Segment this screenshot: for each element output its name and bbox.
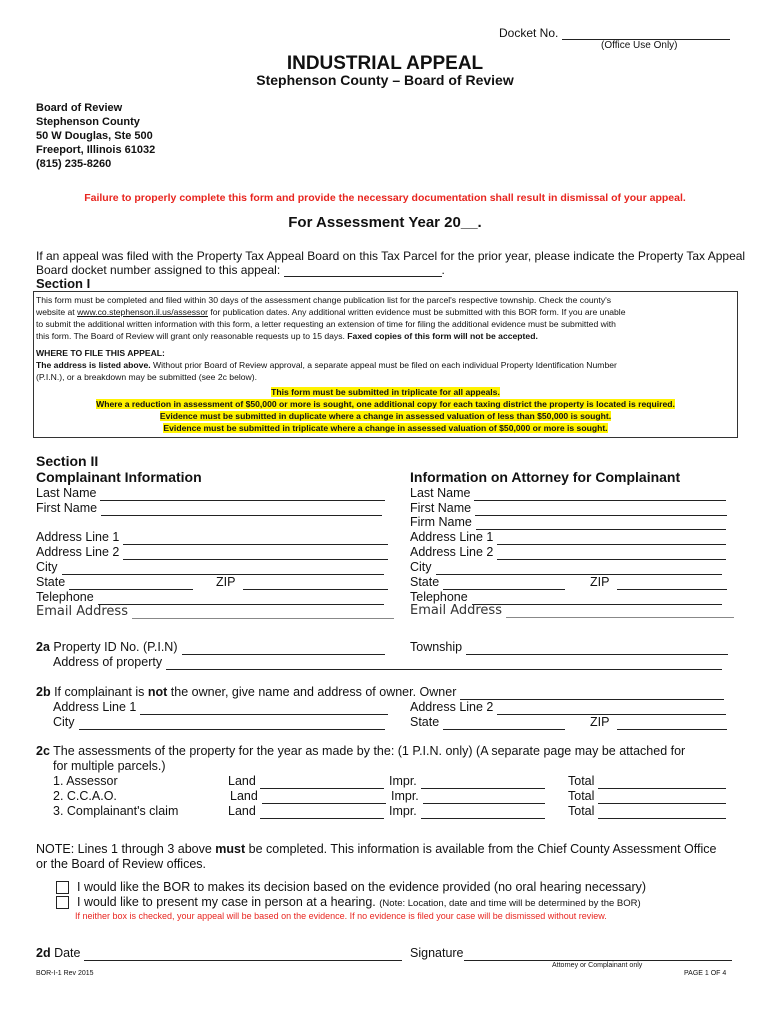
duplicate-evidence-note: Evidence must be submitted in duplicate where a change in assessed valuation of less than $50,000 is sought.: [159, 411, 612, 421]
claim-land-row: Land: [228, 804, 384, 819]
ccao-label: 2. C.C.A.O.: [53, 789, 117, 803]
no-hearing-label: I would like the BOR to makes its decision based on the evidence provided (no oral hearing necessary): [77, 880, 647, 894]
dismissal-warning: Failure to properly complete this form and provide the necessary documentation shall result in dismissal of your appeal.: [84, 192, 686, 204]
complainant-address1-field[interactable]: [123, 531, 388, 545]
owner-address2-row: Address Line 2: [410, 700, 726, 715]
assessor-website-link[interactable]: www.co.stephenson.il.us/assessor: [77, 307, 208, 317]
owner-city-field[interactable]: [79, 716, 385, 730]
ccao-total-field[interactable]: [598, 790, 726, 804]
complainant-last-name-row: Last Name: [36, 486, 385, 501]
where-to-file-title: WHERE TO FILE THIS APPEAL:: [36, 348, 165, 358]
complainant-first-name-field[interactable]: [101, 502, 382, 516]
claim-impr-field[interactable]: [421, 805, 545, 819]
assessor-total-row: Total: [568, 774, 726, 789]
prior-appeal-line2: Board docket number assigned to this appeal:: [36, 263, 281, 277]
section1-p3: to submit the additional written information with this form, a letter requesting an extension of time for filing the additional evidence must be submitted with: [36, 319, 616, 329]
claim-impr-row: Impr.: [389, 804, 545, 819]
complainant-address2-row: Address Line 2: [36, 545, 388, 560]
township-row: Township: [410, 640, 728, 655]
attorney-address2-row: Address Line 2: [410, 545, 726, 560]
owner-address1-field[interactable]: [140, 701, 388, 715]
attorney-state-field[interactable]: [443, 576, 565, 590]
docket-number-field[interactable]: [562, 26, 730, 40]
assessment-year: For Assessment Year 20__.: [288, 214, 482, 231]
section1-title: Section I: [36, 276, 91, 291]
page-number: PAGE 1 OF 4: [684, 970, 727, 977]
attorney-city-row: City: [410, 560, 722, 575]
triplicate-note: This form must be submitted in triplicate for all appeals.: [271, 387, 500, 397]
owner-zip-field[interactable]: [617, 716, 727, 730]
ccao-impr-field[interactable]: [423, 790, 545, 804]
revision-label: BOR-I-1 Rev 2015: [36, 970, 94, 977]
signature-field[interactable]: [464, 947, 732, 961]
board-address: [36, 101, 155, 171]
attorney-first-name-field[interactable]: [475, 502, 727, 516]
note-line2: or the Board of Review offices.: [36, 857, 206, 871]
attorney-address1-field[interactable]: [497, 531, 726, 545]
owner-name-field[interactable]: [460, 686, 724, 700]
ccao-land-field[interactable]: [262, 790, 386, 804]
property-address-field[interactable]: [166, 656, 722, 670]
assessor-land-row: Land: [228, 774, 384, 789]
ccao-impr-row: Impr.: [391, 789, 545, 804]
address-line: Board of Review: [36, 102, 123, 114]
assessor-impr-field[interactable]: [421, 775, 545, 789]
date-field[interactable]: [84, 947, 402, 961]
pin-row: 2a Property ID No. (P.I.N): [36, 640, 385, 655]
property-address-row: Address of property: [53, 655, 722, 670]
attorney-zip-row: ZIP: [590, 575, 727, 590]
complainant-zip-field[interactable]: [243, 576, 388, 590]
signature-row: Signature: [410, 946, 732, 961]
triplicate-evidence-note: Evidence must be submitted in triplicate where a change in assessed valuation of $50,000 or more is sought.: [163, 423, 608, 433]
no-hearing-option: [56, 880, 646, 895]
attorney-last-name-field[interactable]: [474, 487, 726, 501]
no-box-warning: If neither box is checked, your appeal will be based on the evidence. If no evidence is filed your case will be dismissed without review.: [75, 911, 607, 921]
where-to-file-note: (P.I.N.), or a breakdown may be submitted (see 2c below).: [36, 372, 257, 382]
assessor-label: 1. Assessor: [53, 774, 118, 788]
address-line: Freeport, Illinois 61032: [36, 144, 156, 156]
assessment-intro-line2: for multiple parcels.): [53, 759, 166, 773]
attorney-telephone-row: Telephone: [410, 590, 722, 605]
docket-label: Docket No.: [499, 26, 559, 40]
owner-address1-row: Address Line 1: [53, 700, 388, 715]
form-title: INDUSTRIAL APPEAL: [286, 53, 484, 74]
claim-label: 3. Complainant's claim: [53, 804, 179, 818]
prior-appeal-text: If an appeal was filed with the Property Tax Appeal Board on this Tax Parcel for the prior year, please indicate the Property Tax Appeal Board docket number assigned to this appeal: .: [36, 249, 746, 277]
pin-field[interactable]: [182, 641, 385, 655]
reduction-note: Where a reduction in assessment of $50,000 or more is sought, one additional copy for each taxing district the property is located is required.: [96, 399, 675, 409]
complainant-title: Complainant Information: [36, 469, 202, 485]
owner-zip-row: ZIP: [590, 715, 727, 730]
complainant-city-row: City: [36, 560, 384, 575]
attorney-city-field[interactable]: [436, 561, 722, 575]
complainant-email-field[interactable]: [132, 605, 394, 619]
claim-land-field[interactable]: [260, 805, 384, 819]
section2-title: Section II: [36, 453, 99, 469]
complainant-first-name-row: First Name: [36, 501, 382, 516]
section1-text: This form must be completed and filed within 30 days of the assessment change publication list for the parcel's respective township. Check the county's website at www.co.stephenson.il.us/assessor for publication dates. Any additional written evidence must be submitted with this BOR form. If you are unable to submit the additional written information with this form, a letter requesting an extension of time for filing the additional evidence must be submitted with this form. The Board of Review will grant only reasonable requests up to 15 days. Faxed copies of this form will not be accepted. WHERE TO FILE THIS APPEAL: The address is listed above. Without prior Board of Review approval, a separate appeal must be filed on each individual Property Identification Number (P.I.N.), or a breakdown may be submitted (see 2c below).: [36, 294, 736, 383]
address-line: 50 W Douglas, Ste 500: [36, 130, 153, 142]
assessor-total-field[interactable]: [598, 775, 726, 789]
attorney-firm-name-row: Firm Name: [410, 515, 726, 530]
claim-total-row: Total: [568, 804, 726, 819]
complainant-telephone-row: Telephone: [36, 590, 384, 605]
section1-p1: This form must be completed and filed within 30 days of the assessment change publication list for the parcel's respective township. Check the county's: [36, 295, 612, 305]
owner-row: 2b If complainant is not the owner, give name and address of owner. Owner: [36, 685, 724, 700]
office-use-note: (Office Use Only): [601, 40, 678, 51]
highlight-block: [33, 386, 738, 434]
attorney-zip-field[interactable]: [617, 576, 727, 590]
no-hearing-checkbox[interactable]: [56, 881, 69, 894]
complainant-state-field[interactable]: [69, 576, 193, 590]
assessor-impr-row: Impr.: [389, 774, 545, 789]
address-line: (815) 235-8260: [36, 158, 112, 170]
form-subtitle: Stephenson County – Board of Review: [256, 72, 514, 88]
hearing-note: (Note: Location, date and time will be determined by the BOR): [379, 898, 641, 909]
complainant-email-row: Email Address: [36, 604, 394, 619]
complainant-address2-field[interactable]: [123, 546, 388, 560]
attorney-title: Information on Attorney for Complainant: [410, 469, 681, 485]
attorney-email-field[interactable]: [506, 604, 734, 618]
attorney-address1-row: Address Line 1: [410, 530, 726, 545]
owner-address2-field[interactable]: [497, 701, 726, 715]
ccao-land-row: Land: [230, 789, 386, 804]
docket-row: [499, 26, 730, 40]
fax-warning: Faxed copies of this form will not be accepted.: [347, 331, 538, 341]
owner-state-row: State: [410, 715, 565, 730]
complainant-state-row: State: [36, 575, 193, 590]
address-line: Stephenson County: [36, 116, 140, 128]
complainant-address1-row: Address Line 1: [36, 530, 388, 545]
owner-state-field[interactable]: [443, 716, 565, 730]
complainant-zip-row: ZIP: [216, 575, 388, 590]
assessor-land-field[interactable]: [260, 775, 384, 789]
signature-caption: Attorney or Complainant only: [552, 962, 643, 969]
attorney-state-row: State: [410, 575, 565, 590]
owner-city-row: City: [53, 715, 385, 730]
complainant-telephone-field[interactable]: [98, 591, 384, 605]
township-field[interactable]: [466, 641, 728, 655]
prior-appeal-line1: If an appeal was filed with the Property Tax Appeal Board on this Tax Parcel for the prior year, please indicate the Property Tax Appeal: [36, 249, 746, 263]
attorney-email-row: Email Address: [410, 603, 734, 618]
attorney-first-name-row: First Name: [410, 501, 727, 516]
date-row: 2d Date: [36, 946, 402, 961]
complainant-city-field[interactable]: [62, 561, 384, 575]
hearing-option: [56, 895, 641, 911]
ccao-total-row: Total: [568, 789, 726, 804]
complainant-last-name-field[interactable]: [100, 487, 385, 501]
assessment-intro: 2c The assessments of the property for the year as made by the: (1 P.I.N. only) (A separate page may be attached for: [36, 744, 686, 758]
attorney-last-name-row: Last Name: [410, 486, 726, 501]
hearing-checkbox[interactable]: [56, 896, 69, 909]
attorney-firm-name-field[interactable]: [476, 516, 726, 530]
note-line1: NOTE: Lines 1 through 3 above must be completed. This information is available from the Chief County Assessment Office: [36, 842, 717, 856]
attorney-address2-field[interactable]: [497, 546, 726, 560]
claim-total-field[interactable]: [598, 805, 726, 819]
ptab-docket-field[interactable]: [284, 264, 442, 277]
hearing-label: I would like to present my case in person at a hearing.: [77, 895, 376, 909]
